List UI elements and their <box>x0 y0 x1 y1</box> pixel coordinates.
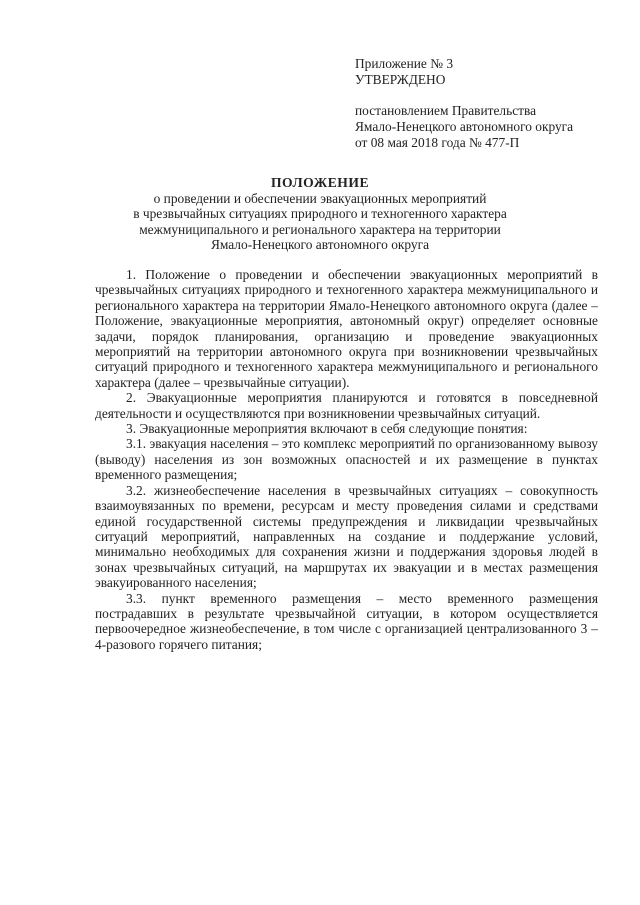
paragraph-3: 3. Эвакуационные мероприятия включают в себя следующие понятия: <box>126 421 528 437</box>
title-line-2: в чрезвычайных ситуациях природного и техногенного характера <box>133 206 507 221</box>
paragraph-3-3: 3.3. пункт временного размещения – место временного размещения пострадавших в результате чрезвычайной ситуации, в котором осуществляется первоочередное жизнеобеспечение, в том числе с организацией централизованного 3 – 4-разового горячего питания; <box>95 590 598 652</box>
paragraph-3-1: 3.1. эвакуация населения – это комплекс мероприятий по организованному вывозу (выводу) населения из зон возможных опасностей и их размещение в пунктах временного размещения; <box>95 436 598 483</box>
title-line-4: Ямало-Ненецкого автономного округа <box>210 237 430 252</box>
approval-issuer-1: постановлением Правительства <box>355 103 537 118</box>
appendix-number: Приложение № 3 <box>355 56 454 71</box>
title-line-3: межмуниципального и регионального характера на территории <box>139 221 501 237</box>
title-heading: ПОЛОЖЕНИЕ <box>270 175 370 190</box>
approval-date: от 08 мая 2018 года № 477-П <box>355 135 520 150</box>
paragraph-1: 1. Положение о проведении и обеспечении эвакуационных мероприятий в чрезвычайных ситуациях природного и техногенного характера межмуниципального и регионального характера на территории Ямало-Ненецкого автономного округа (далее – Положение, эвакуационные мероприятия, автономный округ) определяет основные задачи, порядок планирования, организацию и проведение эвакуационных мероприятий на территории автономного округа при возникновении чрезвычайных ситуаций природного и техногенного характера межмуниципального и регионального характера (далее – чрезвычайные ситуации). <box>95 267 598 390</box>
approval-stamp <box>355 56 625 151</box>
approved-label: УТВЕРЖДЕНО <box>355 72 446 87</box>
approval-spacer <box>355 88 625 103</box>
paragraph-2: 2. Эвакуационные мероприятия планируются и готовятся в повседневной деятельности и осуществляются при возникновении чрезвычайных ситуаций. <box>95 390 598 421</box>
document-body <box>95 267 598 652</box>
paragraph-3-2: 3.2. жизнеобеспечение населения в чрезвычайных ситуациях – совокупность взаимоувязанных по времени, ресурсам и месту проведения силами и средствами единой государственной системы предупреждения и ликвидации чрезвычайных ситуаций мероприятий, направленных на создание и поддержание условий, минимально необходимых для сохранения жизни и поддержания здоровья людей в зонах чрезвычайных ситуаций, на маршрутах их эвакуации и в местах размещения эвакуированного населения; <box>95 482 598 591</box>
title-line-1: о проведении и обеспечении эвакуационных мероприятий <box>153 190 487 206</box>
document-title <box>80 175 560 253</box>
approval-issuer-2: Ямало-Ненецкого автономного округа <box>355 119 574 134</box>
